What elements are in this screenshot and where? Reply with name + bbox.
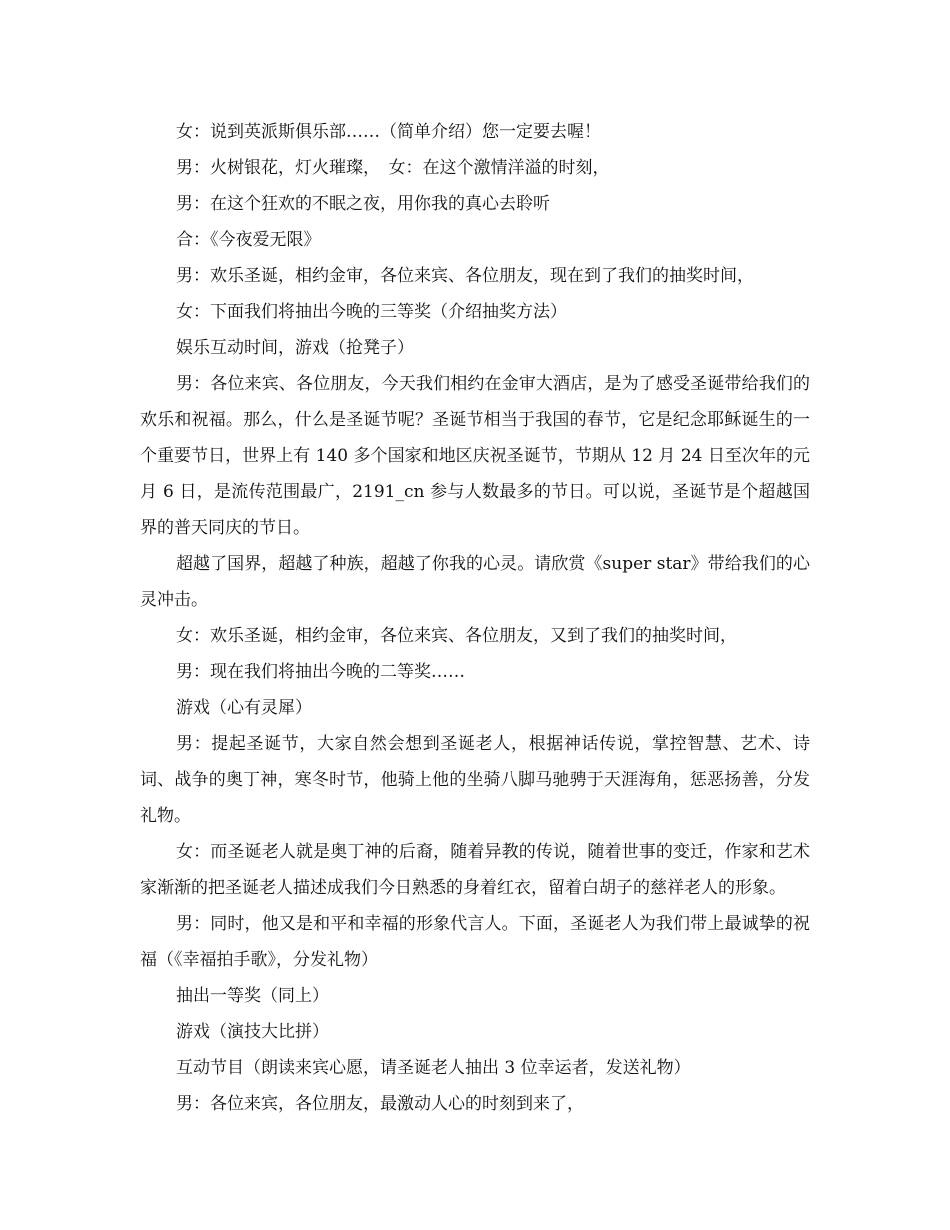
paragraph: 游戏（心有灵犀） [176,698,312,718]
paragraph: 男：同时，他又是和平和幸福的形象代言人。下面，圣诞老人为我们带上最诚挚的祝福（《幸福拍手歌》，分发礼物） [140,914,810,970]
paragraph: 超越了国界，超越了种族，超越了你我的心灵。请欣赏《super star》带给我们的心灵冲击。 [140,554,810,610]
paragraph: 抽出一等奖（同上） [176,986,329,1006]
paragraph: 男：欢乐圣诞，相约金审，各位来宾、各位朋友，现在到了我们的抽奖时间， [176,266,754,286]
paragraph: 男：各位来宾、各位朋友，今天我们相约在金审大酒店，是为了感受圣诞带给我们的欢乐和祝福。那么，什么是圣诞节呢？圣诞节相当于我国的春节，它是纪念耶稣诞生的一个重要节日，世界上有 140 多个国家和地区庆祝圣诞节，节期从 12 月 24 日至次年的元月 6 日，是流传范围最广，2191_cn 参与人数最多的节日。可以说，圣诞节是个超越国界的普天同庆的节日。 [140,374,810,538]
paragraph: 互动节目（朗读来宾心愿，请圣诞老人抽出 3 位幸运者，发送礼物） [176,1058,691,1078]
paragraph: 男：火树银花，灯火璀璨， 女：在这个激情洋溢的时刻， [176,158,610,178]
paragraph: 男：现在我们将抽出今晚的二等奖…… [176,662,465,682]
paragraph: 男：在这个狂欢的不眠之夜，用你我的真心去聆听 [176,194,550,214]
paragraph: 娱乐互动时间，游戏（抢凳子） [176,338,414,358]
document-body [140,114,810,1122]
paragraph: 女：欢乐圣诞，相约金审，各位来宾、各位朋友，又到了我们的抽奖时间， [176,626,737,646]
paragraph: 男：各位来宾，各位朋友，最激动人心的时刻到来了， [176,1094,584,1114]
paragraph: 男：提起圣诞节，大家自然会想到圣诞老人，根据神话传说，掌控智慧、艺术、诗词、战争的奥丁神，寒冬时节，他骑上他的坐骑八脚马驰骋于天涯海角，惩恶扬善，分发礼物。 [140,734,810,826]
paragraph: 游戏（演技大比拼） [176,1022,329,1042]
paragraph: 女：说到英派斯俱乐部……（简单介绍）您一定要去喔！ [176,122,601,142]
paragraph: 合：《今夜爱无限》 [176,230,321,250]
paragraph: 女：下面我们将抽出今晚的三等奖（介绍抽奖方法） [176,302,567,322]
paragraph: 女：而圣诞老人就是奥丁神的后裔，随着异教的传说，随着世事的变迁，作家和艺术家渐渐的把圣诞老人描述成我们今日熟悉的身着红衣，留着白胡子的慈祥老人的形象。 [140,842,810,898]
